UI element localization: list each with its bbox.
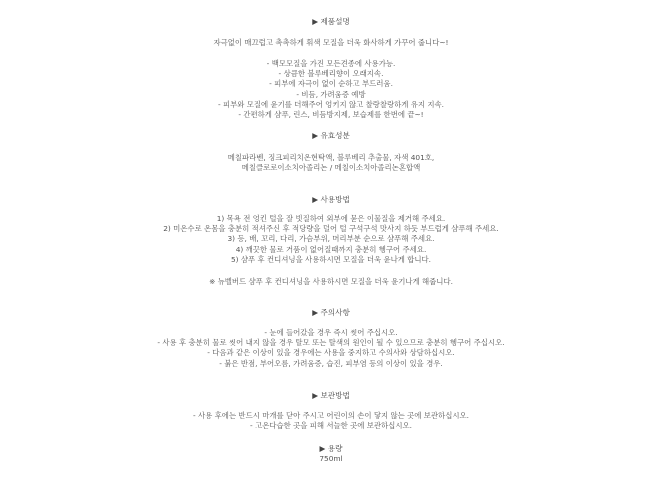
product-description-heading: ▶ 제품설명 [312, 17, 350, 26]
feature-item: - 간편하게 샴푸, 린스, 비듬방지제, 보습제를 한번에 끝~! [238, 109, 424, 119]
caution-item: - 눈에 들어갔을 경우 즉시 씻어 주십시오. [264, 328, 398, 337]
usage-step: 4) 깨끗한 물로 거품이 없어질때까지 충분히 헹구어 주세요. [235, 244, 427, 254]
feature-list [0, 59, 662, 120]
usage-step: 3) 등, 배, 꼬리, 다리, 가슴부위, 머리부분 순으로 샴푸해 주세요. [227, 234, 435, 244]
usage-note-block [0, 277, 662, 287]
product-description-intro: 자극없이 매끄럽고 촉촉하게 휘색 모질을 더욱 화사하게 가꾸어 줍니다~! [213, 38, 449, 47]
ingredients-list [0, 153, 662, 173]
caution-item: - 붉은 반점, 부어오름, 가려움증, 습진, 피부염 등의 이상이 있을 경우. [219, 358, 443, 368]
ingredients-heading: ▶ 유효성분 [312, 131, 350, 140]
usage-step: 5) 샴푸 후 컨디셔닝을 사용하시면 모질을 더욱 윤나게 합니다. [230, 254, 432, 264]
feature-item: - 피부와 모질에 윤기를 더해주어 엉키지 않고 찰랑찰랑하게 유지 지속. [217, 99, 445, 109]
volume-value: 750ml [319, 454, 343, 463]
feature-item: - 상큼한 블루베리향이 오래지속. [278, 69, 384, 79]
cautions-heading: ▶ 주의사항 [312, 308, 350, 317]
caution-item: - 사용 후 충분히 물로 씻어 내지 않을 경우 탈모 또는 탈색의 원인이 될 수 있으므로 충분히 헹구어 주십시오. [157, 338, 505, 348]
feature-item: - 백모모질을 가진 모든견종에 사용가능. [266, 59, 396, 68]
cautions-list [0, 328, 662, 369]
product-description-intro-block [0, 38, 662, 48]
ingredients-line: 메칠클로로이소치아졸리논 / 메칠이소치아졸리논혼합액 [241, 163, 421, 173]
storage-list [0, 411, 662, 431]
cautions-section [0, 307, 662, 318]
caution-item: - 다음과 같은 이상이 있을 경우에는 사용을 중지하고 수의사와 상담하십시오. [207, 348, 455, 358]
product-description-section [0, 16, 662, 27]
usage-step: 2) 미온수로 온몸을 충분히 적셔주신 후 적당량을 덜어 털 구석구석 맛사지 하듯 부드럽게 샴푸해 주세요. [163, 224, 499, 234]
usage-step: 1) 목욕 전 엉킨 털을 잘 빗질하여 외부에 묻은 이물질을 제거해 주세요. [216, 214, 446, 223]
storage-item: - 고온다습한 곳을 피해 서늘한 곳에 보관하십시오. [250, 421, 412, 431]
storage-item: - 사용 후에는 반드시 마개를 닫아 주시고 어린이의 손이 닿지 않는 곳에 보관하십시오. [193, 411, 469, 420]
ingredients-section [0, 130, 662, 141]
volume-heading: ▶ 용량 [319, 444, 343, 453]
usage-section [0, 194, 662, 205]
usage-heading: ▶ 사용방법 [312, 195, 350, 204]
volume-section [0, 443, 662, 464]
feature-item: - 비듬, 가려움증 예방 [296, 89, 366, 99]
feature-item: - 피부에 자극이 없이 순하고 부드러움. [269, 79, 393, 89]
storage-heading: ▶ 보관방법 [312, 391, 350, 400]
storage-section [0, 390, 662, 401]
ingredients-line: 메칠파라벤, 징크피리치온현탁액, 블루베리 추출물, 자색 401호, [227, 153, 435, 162]
usage-steps [0, 214, 662, 265]
usage-note: ※ 뉴벨버드 샴푸 후 컨디셔닝을 사용하시면 모질을 더욱 윤기나게 해줍니다. [209, 277, 453, 286]
